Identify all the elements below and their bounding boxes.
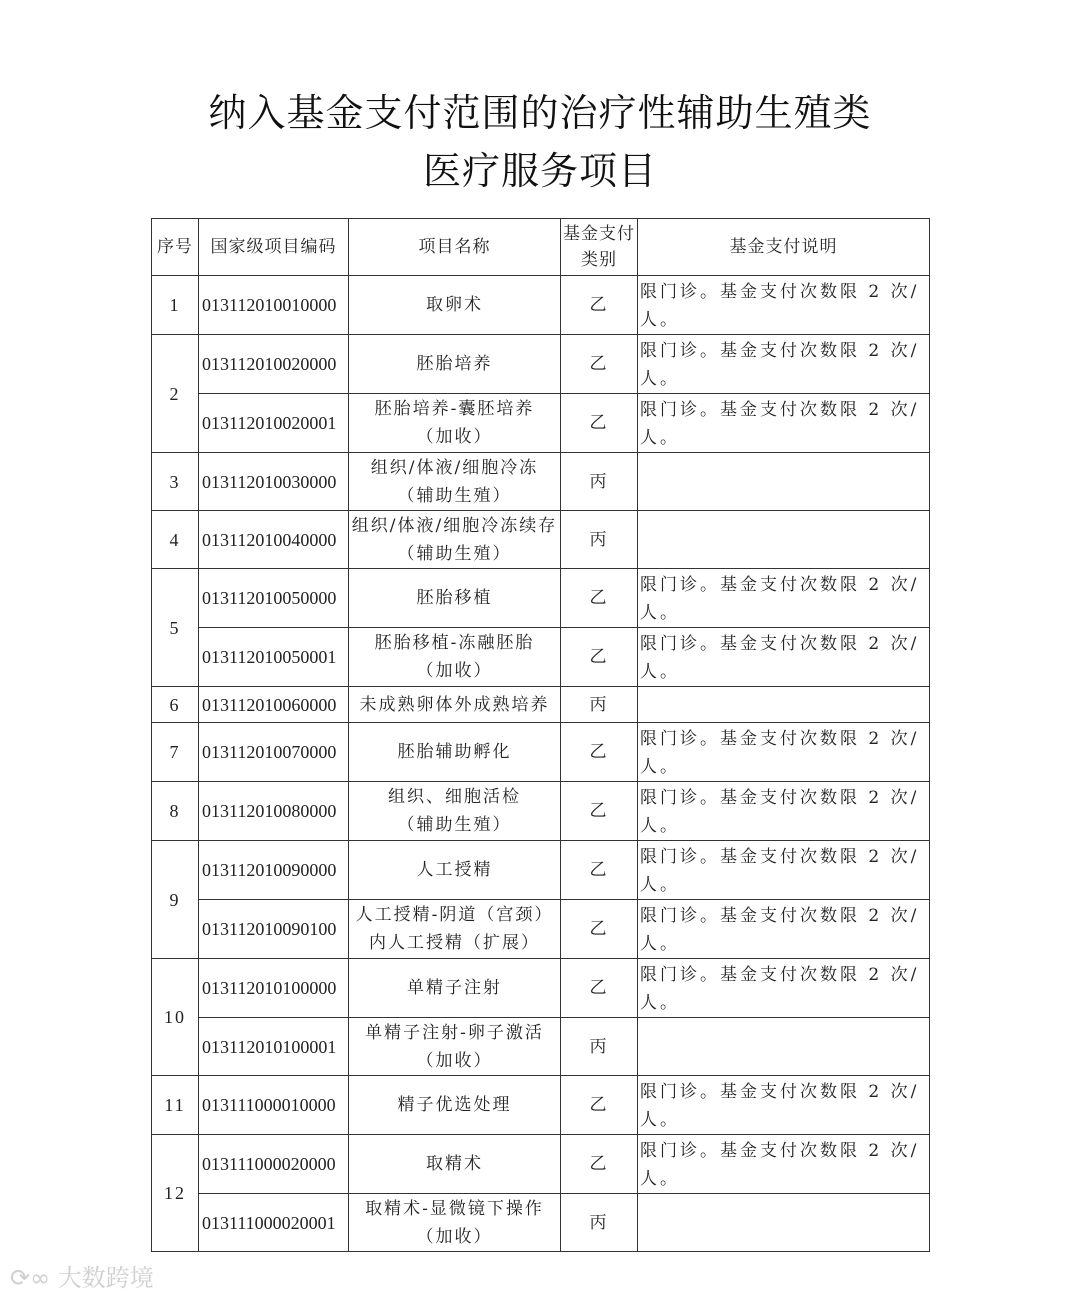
category-cell: 乙 — [561, 394, 638, 453]
code-cell: 013112010080000 — [199, 782, 349, 841]
table-row — [152, 1018, 930, 1076]
watermark-logo: ⟳∞ 大数跨境 — [10, 1264, 154, 1292]
note-cell: 限门诊。基金支付次数限 2 次/ 人。 — [638, 723, 930, 782]
seq-cell: 3 — [152, 453, 199, 511]
note-cell: 限门诊。基金支付次数限 2 次/ 人。 — [638, 335, 930, 394]
header-note: 基金支付说明 — [638, 219, 930, 276]
category-cell: 乙 — [561, 841, 638, 900]
table-row — [152, 569, 930, 628]
watermark-text: 大数跨境 — [57, 1264, 154, 1292]
category-cell: 丙 — [561, 1194, 638, 1252]
seq-cell: 4 — [152, 511, 199, 569]
note-cell: 限门诊。基金支付次数限 2 次/ 人。 — [638, 959, 930, 1018]
table-row — [152, 1194, 930, 1252]
name-cell: 人工授精 — [349, 841, 561, 900]
table-header-row — [152, 219, 930, 276]
code-cell: 013111000010000 — [199, 1076, 349, 1135]
seq-cell: 2 — [152, 335, 199, 453]
table-row — [152, 394, 930, 453]
category-cell: 丙 — [561, 453, 638, 511]
header-category: 基金支付 类别 — [561, 219, 638, 276]
table-row — [152, 276, 930, 335]
category-cell: 丙 — [561, 511, 638, 569]
code-cell: 013112010030000 — [199, 453, 349, 511]
code-cell: 013111000020001 — [199, 1194, 349, 1252]
note-cell — [638, 687, 930, 723]
category-cell: 乙 — [561, 723, 638, 782]
code-cell: 013112010020000 — [199, 335, 349, 394]
table-row — [152, 335, 930, 394]
table-row — [152, 628, 930, 687]
header-seq: 序号 — [152, 219, 199, 276]
table-row — [152, 453, 930, 511]
name-cell: 胚胎培养 — [349, 335, 561, 394]
seq-cell: 8 — [152, 782, 199, 841]
seq-cell: 6 — [152, 687, 199, 723]
header-name: 项目名称 — [349, 219, 561, 276]
category-cell: 丙 — [561, 1018, 638, 1076]
note-cell: 限门诊。基金支付次数限 2 次/ 人。 — [638, 841, 930, 900]
table-row — [152, 723, 930, 782]
code-cell: 013112010090100 — [199, 900, 349, 959]
name-cell: 人工授精-阴道（宫颈） 内人工授精（扩展） — [349, 900, 561, 959]
table-row — [152, 1135, 930, 1194]
code-cell: 013111000020000 — [199, 1135, 349, 1194]
note-cell — [638, 1194, 930, 1252]
note-cell — [638, 453, 930, 511]
name-cell: 组织/体液/细胞冷冻 （辅助生殖） — [349, 453, 561, 511]
category-cell: 乙 — [561, 276, 638, 335]
note-cell: 限门诊。基金支付次数限 2 次/ 人。 — [638, 1076, 930, 1135]
code-cell: 013112010020001 — [199, 394, 349, 453]
category-cell: 乙 — [561, 628, 638, 687]
seq-cell: 1 — [152, 276, 199, 335]
note-cell — [638, 1018, 930, 1076]
table-row — [152, 900, 930, 959]
category-cell: 丙 — [561, 687, 638, 723]
name-cell: 精子优选处理 — [349, 1076, 561, 1135]
category-cell: 乙 — [561, 782, 638, 841]
note-cell: 限门诊。基金支付次数限 2 次/ 人。 — [638, 1135, 930, 1194]
name-cell: 胚胎移植 — [349, 569, 561, 628]
name-cell: 取卵术 — [349, 276, 561, 335]
name-cell: 单精子注射-卵子激活 （加收） — [349, 1018, 561, 1076]
category-cell: 乙 — [561, 1135, 638, 1194]
category-cell: 乙 — [561, 569, 638, 628]
name-cell: 取精术 — [349, 1135, 561, 1194]
document-title-line2: 医疗服务项目 — [422, 149, 657, 193]
category-cell: 乙 — [561, 900, 638, 959]
header-code: 国家级项目编码 — [199, 219, 349, 276]
note-cell: 限门诊。基金支付次数限 2 次/ 人。 — [638, 569, 930, 628]
note-cell: 限门诊。基金支付次数限 2 次/ 人。 — [638, 900, 930, 959]
name-cell: 未成熟卵体外成熟培养 — [349, 687, 561, 723]
code-cell: 013112010100000 — [199, 959, 349, 1018]
table-row — [152, 959, 930, 1018]
note-cell: 限门诊。基金支付次数限 2 次/ 人。 — [638, 782, 930, 841]
code-cell: 013112010090000 — [199, 841, 349, 900]
name-cell: 组织、细胞活检 （辅助生殖） — [349, 782, 561, 841]
seq-cell: 12 — [152, 1135, 199, 1252]
name-cell: 胚胎移植-冻融胚胎 （加收） — [349, 628, 561, 687]
seq-cell: 10 — [152, 959, 199, 1076]
category-cell: 乙 — [561, 335, 638, 394]
code-cell: 013112010050000 — [199, 569, 349, 628]
code-cell: 013112010010000 — [199, 276, 349, 335]
code-cell: 013112010100001 — [199, 1018, 349, 1076]
note-cell: 限门诊。基金支付次数限 2 次/ 人。 — [638, 394, 930, 453]
code-cell: 013112010060000 — [199, 687, 349, 723]
table-row — [152, 841, 930, 900]
note-cell: 限门诊。基金支付次数限 2 次/ 人。 — [638, 276, 930, 335]
category-cell: 乙 — [561, 1076, 638, 1135]
code-cell: 013112010070000 — [199, 723, 349, 782]
note-cell: 限门诊。基金支付次数限 2 次/ 人。 — [638, 628, 930, 687]
table-row — [152, 782, 930, 841]
note-cell — [638, 511, 930, 569]
name-cell: 单精子注射 — [349, 959, 561, 1018]
name-cell: 组织/体液/细胞冷冻续存 （辅助生殖） — [349, 511, 561, 569]
name-cell: 取精术-显微镜下操作 （加收） — [349, 1194, 561, 1252]
table-row — [152, 687, 930, 723]
seq-cell: 5 — [152, 569, 199, 687]
document-title-line1: 纳入基金支付范围的治疗性辅助生殖类 — [208, 91, 872, 135]
seq-cell: 11 — [152, 1076, 199, 1135]
name-cell: 胚胎辅助孵化 — [349, 723, 561, 782]
service-items-table — [151, 218, 930, 1252]
seq-cell: 7 — [152, 723, 199, 782]
code-cell: 013112010050001 — [199, 628, 349, 687]
table-row — [152, 1076, 930, 1135]
category-cell: 乙 — [561, 959, 638, 1018]
name-cell: 胚胎培养-囊胚培养 （加收） — [349, 394, 561, 453]
code-cell: 013112010040000 — [199, 511, 349, 569]
seq-cell: 9 — [152, 841, 199, 959]
table-row — [152, 511, 930, 569]
